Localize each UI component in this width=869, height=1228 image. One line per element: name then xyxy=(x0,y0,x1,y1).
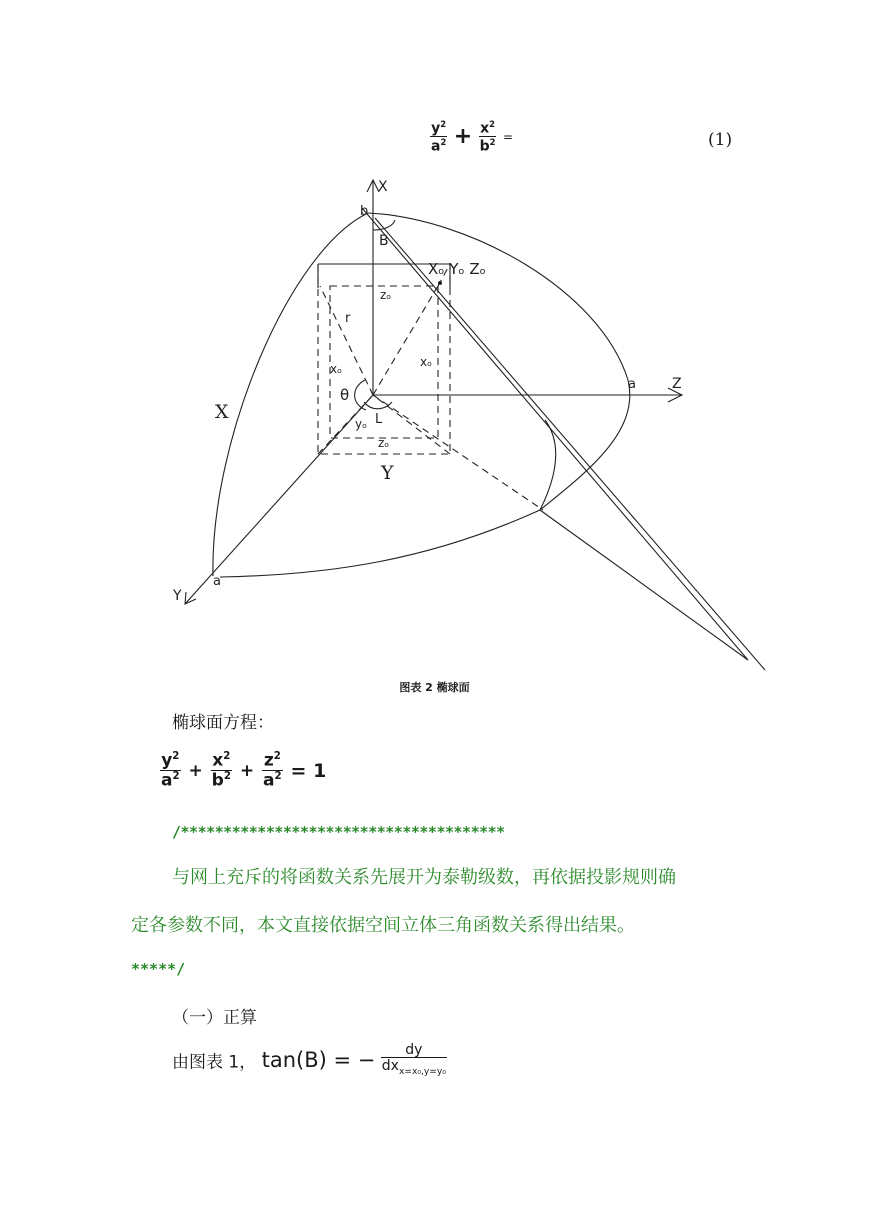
label-b: b xyxy=(360,204,369,219)
fraction-x2-b2: $\frac{x^2}{b^2}$ xyxy=(479,119,496,155)
comment-line-1: 与网上充斥的将函数关系先展开为泰勒级数，再依据投影规则确 xyxy=(172,867,676,888)
fraction-y2-a2: $\frac{y^2}{a^2}$ xyxy=(431,119,447,155)
tan-expression: tan(B) = − xyxy=(261,1047,376,1072)
z-axis-label: Z xyxy=(672,376,682,392)
y-axis-label: Y xyxy=(173,588,182,604)
plus-sign: + xyxy=(239,760,255,781)
derivative-line xyxy=(172,1043,447,1077)
equals-one: = 1 xyxy=(290,759,327,782)
label-big-Y: Y xyxy=(381,462,394,484)
label-a-left: a xyxy=(213,574,221,589)
fraction-z2-a2: $\frac{z^2}{a^2}$ xyxy=(263,750,282,791)
x-axis-label: X xyxy=(378,179,388,195)
equals-sign: = xyxy=(502,129,513,144)
label-a-right: a xyxy=(628,377,636,392)
figure-caption: 图表 2 椭球面 xyxy=(399,681,470,694)
label-x-right: xₒ xyxy=(420,355,433,369)
plus-sign: + xyxy=(188,760,203,781)
label-L: L xyxy=(375,412,383,427)
comment-line-2: 定各参数不同，本文直接依据空间立体三角函数关系得出结果。 xyxy=(131,915,635,936)
label-theta: θ xyxy=(340,386,350,404)
plus-sign: + xyxy=(453,124,473,150)
fraction-x2-b2: $\frac{x^2}{b^2}$ xyxy=(211,750,231,791)
section-title: 椭球面方程： xyxy=(172,713,274,733)
fraction-y2-a2: $\frac{y^2}{a^2}$ xyxy=(161,750,180,791)
tangent-line-3 xyxy=(540,510,748,660)
equation-number: (1) xyxy=(708,130,733,150)
label-z-bottom: zₒ xyxy=(378,436,390,450)
label-r: r xyxy=(345,311,351,326)
label-point: Xₒ Yₒ Zₒ xyxy=(428,260,486,278)
ellipsoid-equation xyxy=(160,752,328,789)
subsection-title: （一）正算 xyxy=(172,1008,257,1028)
derivative-prefix: 由图表 1， xyxy=(172,1052,257,1073)
label-big-X: X xyxy=(215,401,229,423)
label-z-top: zₒ xyxy=(380,288,392,302)
tangent-line-1 xyxy=(362,208,748,660)
point-xo xyxy=(438,281,442,285)
comment-close: *****/ xyxy=(131,960,186,978)
tangent-line-2 xyxy=(375,218,765,670)
label-B: B xyxy=(379,233,389,249)
label-x-left: xₒ xyxy=(330,362,343,376)
derivative-fraction: $\frac{dy}{dx_{x=x_0,y=y_0}}$ xyxy=(381,1042,446,1077)
label-y-bottom: yₒ xyxy=(355,417,368,431)
comment-open: /************************************** xyxy=(172,823,505,841)
